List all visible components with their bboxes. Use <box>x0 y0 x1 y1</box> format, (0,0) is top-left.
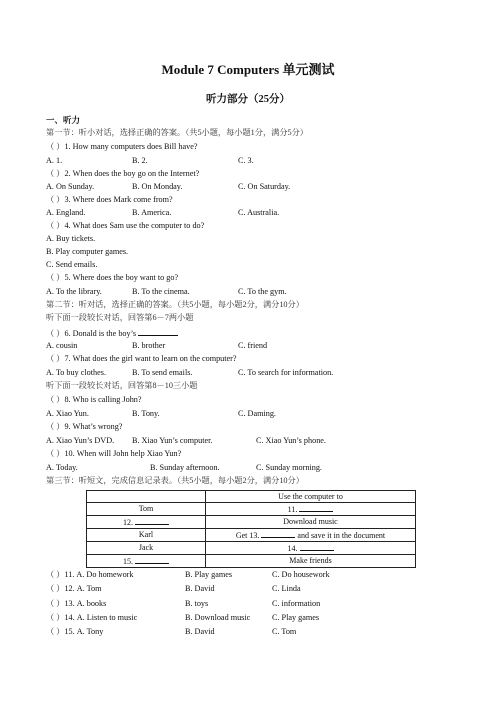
q10-option-a: A. Today. <box>46 463 78 472</box>
question-10 <box>46 449 181 459</box>
section-heading: 一、听力 <box>46 115 81 125</box>
question-3 <box>46 195 173 205</box>
table-cell <box>87 516 206 529</box>
q10-option-b: B. Sunday afternoon. <box>150 463 220 472</box>
q6-option-c: C. friend <box>238 341 268 350</box>
table-row <box>87 516 416 529</box>
answer-bracket[interactable]: （ ） <box>46 395 65 404</box>
part3-instructions: 第三节：听短文，完成信息记录表。（共5小题，每小题2分，满分10分） <box>46 476 304 485</box>
answer-blank[interactable] <box>261 529 295 538</box>
q4-option-a: A. Buy tickets. <box>46 234 96 243</box>
q9-option-a: A. Xiao Yun’s DVD. <box>46 436 115 445</box>
table-cell: Jack <box>87 542 206 555</box>
question-13 <box>46 599 106 609</box>
q14-option-c: C. Play games <box>272 613 320 622</box>
part2-subinstruction-2: 听下面一段较长对话，回答第8－10三小题 <box>46 381 198 390</box>
q9-option-c: C. Xiao Yun’s phone. <box>256 436 326 445</box>
table-cell <box>206 503 416 516</box>
table-cell: Karl <box>87 529 206 542</box>
q5-option-a: A. To the library. <box>46 287 102 296</box>
q7-option-c: C. To search for information. <box>238 368 334 377</box>
answer-blank[interactable] <box>299 503 333 512</box>
q3-option-c: C. Australia. <box>238 208 280 217</box>
q1-option-c: C. 3. <box>238 156 254 165</box>
question-stem: 2. When does the boy go on the Internet? <box>64 169 200 178</box>
blank-number: 15. <box>123 557 133 566</box>
q12-option-c: C. Linda <box>272 584 301 593</box>
q3-option-a: A. England. <box>46 208 86 217</box>
question-14 <box>46 613 137 623</box>
question-2 <box>46 169 199 179</box>
question-12 <box>46 584 101 594</box>
answer-bracket[interactable]: （ ） <box>46 570 65 579</box>
answer-bracket[interactable]: （ ） <box>46 627 65 636</box>
answer-bracket[interactable]: （ ） <box>46 195 65 204</box>
q11-option-b: B. Play games <box>185 570 233 579</box>
answer-bracket[interactable]: （ ） <box>46 613 65 622</box>
answer-blank[interactable] <box>300 542 334 551</box>
question-9 <box>46 422 122 432</box>
answer-bracket[interactable]: （ ） <box>46 142 65 151</box>
q6-option-b: B. brother <box>132 341 166 350</box>
q7-option-a: A. To buy clothes. <box>46 368 106 377</box>
q1-option-b: B. 2. <box>132 156 148 165</box>
answer-bracket[interactable]: （ ） <box>46 329 65 338</box>
answer-bracket[interactable]: （ ） <box>46 449 65 458</box>
table-row <box>87 555 416 568</box>
table-header: Use the computer to <box>206 491 416 503</box>
answer-bracket[interactable]: （ ） <box>46 169 65 178</box>
q9-option-b: B. Xiao Yun’s computer. <box>132 436 213 445</box>
question-stem: 7. What does the girl want to learn on the computer? <box>64 354 237 363</box>
q13-option-c: C. information <box>272 599 321 608</box>
question-stem: 9. What’s wrong? <box>64 422 123 431</box>
q2-option-b: B. On Monday. <box>132 182 183 191</box>
part2-subinstruction-1: 听下面一段较长对话，回答第6－7两小题 <box>46 313 194 322</box>
q10-option-c: C. Sunday morning. <box>256 463 322 472</box>
answer-bracket[interactable]: （ ） <box>46 273 65 282</box>
question-stem: 15. A. Tony <box>64 627 104 636</box>
question-stem: 14. A. Listen to music <box>64 613 138 622</box>
question-stem: 5. Where does the boy want to go? <box>64 273 179 282</box>
blank-number: 11. <box>287 505 298 514</box>
question-7 <box>46 354 237 364</box>
q12-option-b: B. David <box>185 584 215 593</box>
q8-option-a: A. Xiao Yun. <box>46 409 89 418</box>
table-cell: Make friends <box>206 555 416 568</box>
table-cell <box>87 491 206 503</box>
question-5 <box>46 273 178 283</box>
answer-bracket[interactable]: （ ） <box>46 354 65 363</box>
question-stem: 8. Who is calling John? <box>64 395 142 404</box>
q13-option-b: B. toys <box>185 599 209 608</box>
answer-bracket[interactable]: （ ） <box>46 599 65 608</box>
cell-text: and save it in the document <box>297 531 386 540</box>
q3-option-b: B. America. <box>132 208 172 217</box>
question-8 <box>46 395 142 405</box>
q8-option-c: C. Daming. <box>238 409 276 418</box>
q11-option-c: C. Do housework <box>272 570 330 579</box>
q14-option-b: B. Download music <box>185 613 251 622</box>
question-stem: 12. A. Tom <box>64 584 102 593</box>
question-stem: 6. Donald is the boy’s <box>64 329 137 338</box>
q7-option-b: B. To send emails. <box>132 368 193 377</box>
listening-subtitle: 听力部分（25分） <box>206 94 290 105</box>
question-stem: 13. A. books <box>64 599 107 608</box>
question-stem: 1. How many computers does Bill have? <box>64 142 198 151</box>
q5-option-b: B. To the cinema. <box>132 287 190 296</box>
question-stem: 4. What does Sam use the computer to do? <box>64 221 205 230</box>
question-15 <box>46 627 103 637</box>
question-stem: 3. Where does Mark come from? <box>64 195 173 204</box>
part1-instructions: 第一节：听小对话，选择正确的答案。（共5小题，每小题1分，满分5分） <box>46 128 308 137</box>
answer-bracket[interactable]: （ ） <box>46 221 65 230</box>
table-row <box>87 491 416 503</box>
q6-option-a: A. cousin <box>46 341 78 350</box>
answer-blank[interactable] <box>135 516 169 525</box>
blank-number: Get 13. <box>235 531 260 540</box>
q8-option-b: B. Tony. <box>132 409 160 418</box>
table-cell <box>206 529 416 542</box>
table-cell <box>206 542 416 555</box>
q2-option-c: C. On Saturday. <box>238 182 291 191</box>
q1-option-a: A. 1. <box>46 156 63 165</box>
question-stem: 11. A. Do homework <box>64 570 134 579</box>
part2-instructions: 第二节：听对话，选择正确的答案。（共5小题，每小题2分，满分10分） <box>46 300 304 309</box>
question-11 <box>46 570 134 580</box>
table-row <box>87 503 416 516</box>
question-4 <box>46 221 204 231</box>
answer-blank[interactable] <box>135 555 169 564</box>
info-record-table <box>86 490 416 568</box>
q4-option-c: C. Send emails. <box>46 260 98 269</box>
blank-number: 14. <box>287 544 298 553</box>
blank-number: 12. <box>123 518 133 527</box>
table-cell: Tom <box>87 503 206 516</box>
question-1 <box>46 142 197 152</box>
q15-option-b: B. David <box>185 627 215 636</box>
table-row <box>87 542 416 555</box>
answer-bracket[interactable]: （ ） <box>46 422 65 431</box>
question-stem: 10. When will John help Xiao Yun? <box>64 449 182 458</box>
q15-option-c: C. Tom <box>272 627 297 636</box>
answer-bracket[interactable]: （ ） <box>46 584 65 593</box>
table-cell: Download music <box>206 516 416 529</box>
page-title: Module 7 Computers 单元测试 <box>161 62 335 77</box>
table-cell <box>87 555 206 568</box>
q2-option-a: A. On Sunday. <box>46 182 95 191</box>
answer-blank[interactable] <box>138 327 178 336</box>
q4-option-b: B. Play computer games. <box>46 247 129 256</box>
q5-option-c: C. To the gym. <box>238 287 287 296</box>
table-row <box>87 529 416 542</box>
question-6 <box>46 327 178 339</box>
